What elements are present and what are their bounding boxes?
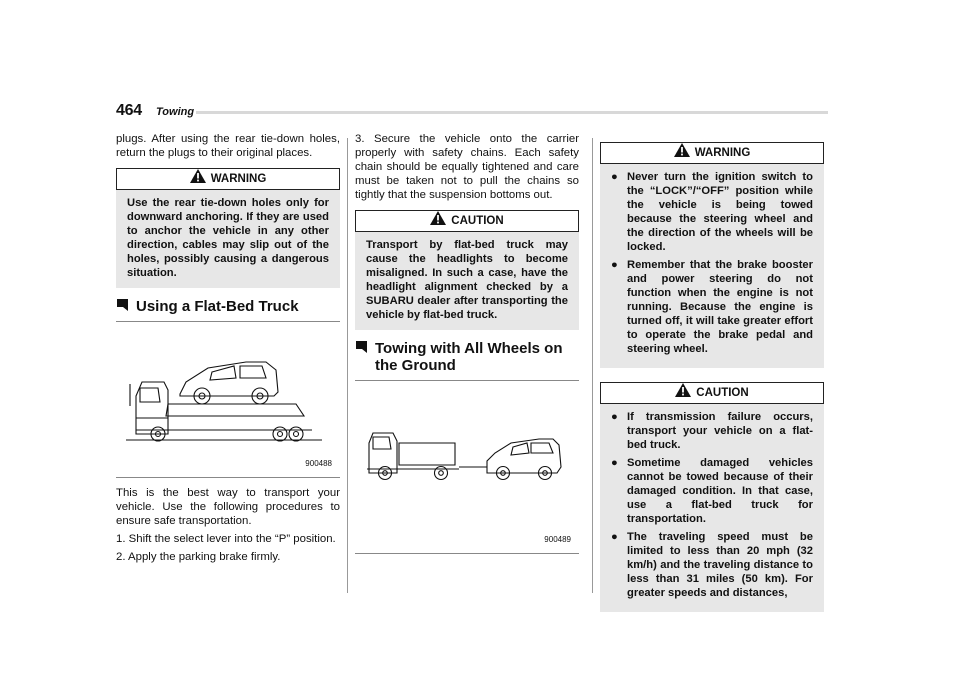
caution-item: [611, 530, 813, 600]
bullet-icon: ●: [611, 457, 618, 469]
caution-item-text: The traveling speed must be limited to less than 20 mph (32 km/h) and the traveling distance to less than 31 miles (50 km). For greater speeds and distances,: [627, 531, 813, 599]
bullet-icon: ●: [611, 531, 618, 543]
heading-text: Towing with All Wheels on the Ground: [375, 340, 563, 374]
figure-code: 900488: [305, 459, 332, 468]
caution-item-text: Sometime damaged vehicles cannot be towed because of their damaged condition. In that case, use a flat-bed truck for transportation.: [627, 457, 813, 525]
column-2: [355, 132, 579, 554]
all-wheels-towing-figure: [355, 380, 579, 554]
warning-triangle-icon: [674, 143, 690, 157]
flat-bed-truck-figure: [116, 321, 340, 478]
caution-label: CAUTION: [451, 215, 504, 227]
step-2: 2. Apply the parking brake firmly.: [116, 551, 281, 563]
flat-bed-truck-illustration: [116, 322, 340, 477]
warning-item-text: Remember that the brake booster and power steering do not function when the engine is not running. Because the engine is turned off, it will take greater effort to operate the brake pedal and steering wheel.: [627, 259, 813, 355]
section-heading: [355, 340, 579, 374]
warning-label: WARNING: [210, 173, 267, 185]
warning-item-text: Never turn the ignition switch to the “LOCK”/“OFF” position while the vehicle is being towed because the steering wheel and the direction of the wheels will be locked.: [627, 171, 813, 253]
page-number: 464: [116, 102, 142, 119]
column-divider: [592, 138, 593, 593]
step-3: 3. Secure the vehicle onto the carrier properly with safety chains. Each safety chain should be equally tightened and care must be taken not to pull the chains so tightly that the suspension bottoms out.: [355, 133, 579, 201]
figure-code: 900489: [544, 535, 571, 544]
square-bullet-icon: [116, 298, 129, 317]
warning-item: [611, 170, 813, 254]
caution-item: [611, 456, 813, 526]
caution-box: [355, 210, 579, 330]
warning-header: [116, 168, 340, 190]
caution-text: Transport by flat-bed truck may cause the headlights to become misaligned. In such a case, have the headlight alignment checked by a SUBARU dealer after transporting the vehicle by flat-bed truck.: [366, 239, 568, 321]
caution-header: [600, 382, 824, 404]
step-1: 1. Shift the select lever into the “P” position.: [116, 533, 336, 545]
warning-header: [600, 142, 824, 164]
section-title: Towing: [156, 106, 195, 118]
header-rule: [196, 111, 828, 114]
bullet-icon: ●: [611, 411, 618, 423]
intro-paragraph: plugs. After using the rear tie-down holes, return the plugs to their original places.: [116, 133, 340, 159]
caution-item: [611, 410, 813, 452]
caution-box: [600, 382, 824, 612]
column-3: [600, 142, 824, 622]
warning-box: [600, 142, 824, 368]
heading-text: Using a Flat-Bed Truck: [136, 298, 299, 315]
warning-label: WARNING: [694, 147, 751, 159]
body-paragraph: This is the best way to transport your vehicle. Use the following procedures to ensure safe transportation.: [116, 487, 340, 527]
warning-box: [116, 168, 340, 288]
warning-list: [600, 164, 824, 356]
page-header: [116, 104, 828, 124]
warning-triangle-icon: [675, 383, 691, 397]
caution-item-text: If transmission failure occurs, transport your vehicle on a flat-bed truck.: [627, 411, 813, 451]
caution-label: CAUTION: [696, 387, 749, 399]
bullet-icon: ●: [611, 259, 618, 271]
square-bullet-icon: [355, 340, 368, 359]
warning-triangle-icon: [190, 169, 206, 183]
warning-triangle-icon: [430, 211, 446, 225]
caution-list: [600, 404, 824, 600]
warning-item: [611, 258, 813, 356]
all-wheels-towing-illustration: [355, 381, 579, 553]
bullet-icon: ●: [611, 171, 618, 183]
warning-text: Use the rear tie-down holes only for downward anchoring. If they are used to anchor the vehicle in any other direction, cables may slip out of the holes, possibly causing a dangerous situation.: [127, 197, 329, 279]
caution-header: [355, 210, 579, 232]
column-1: [116, 132, 340, 568]
section-heading: [116, 298, 340, 315]
column-divider: [347, 138, 348, 593]
